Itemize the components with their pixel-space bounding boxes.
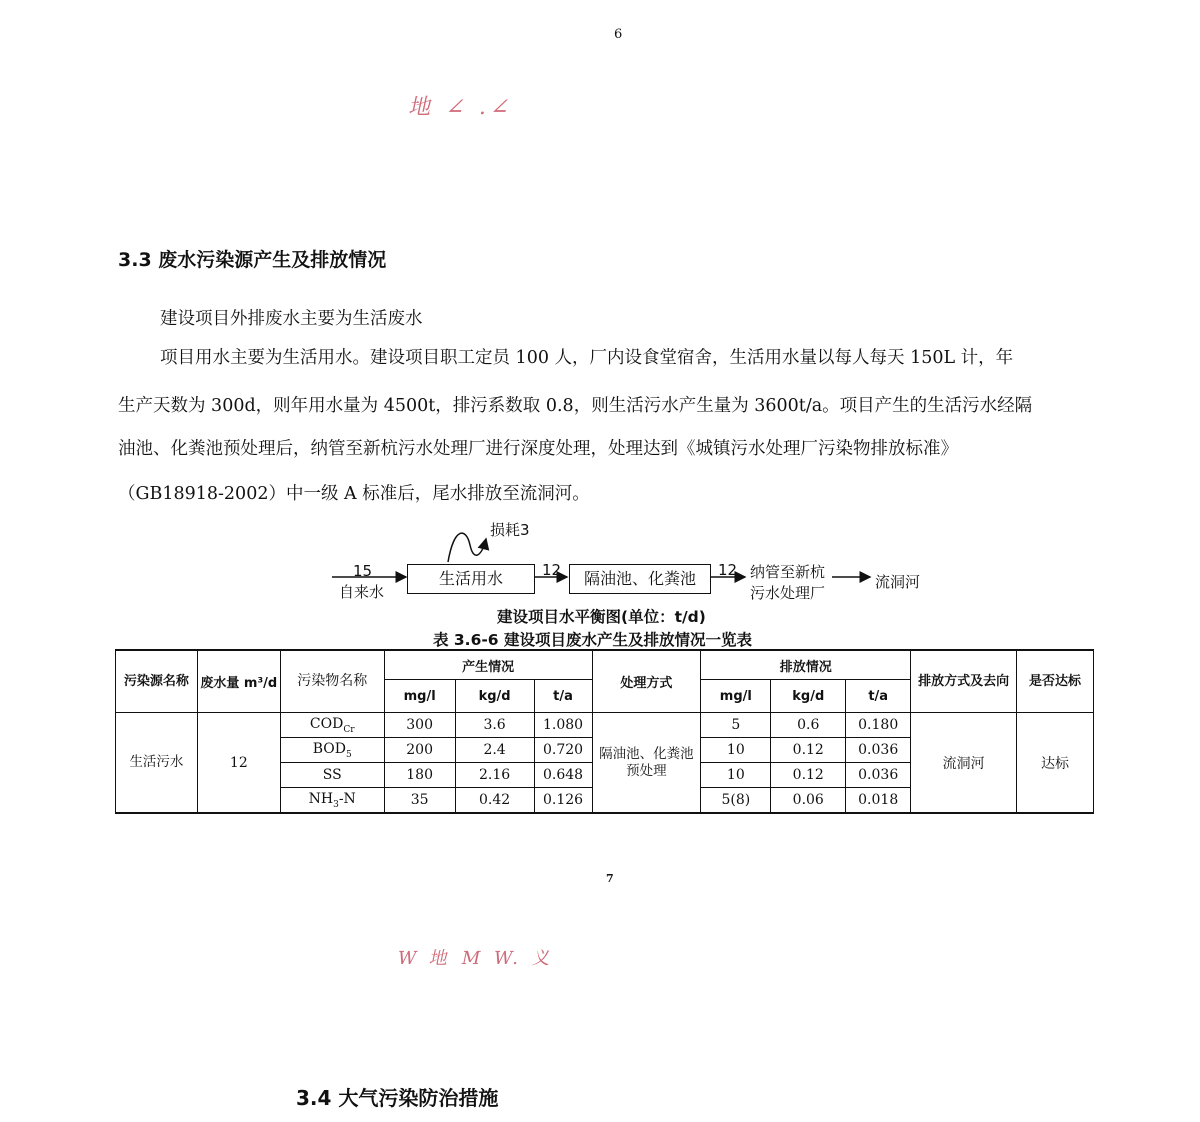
cell-production-ta: 0.720	[534, 738, 592, 763]
cell-production-mgl: 300	[384, 713, 455, 738]
paragraph-line: 油池、化粪池预处理后，纳管至新杭污水处理厂进行深度处理，处理达到《城镇污水处理厂污染物排放标准》	[118, 439, 958, 459]
header-emission: 排放情况	[701, 650, 911, 680]
header-unit-ta: t/a	[534, 680, 592, 713]
cell-emission-mgl: 10	[701, 738, 771, 763]
cell-pollutant: $COD_{Cr}$	[280, 713, 384, 738]
flow-dest-plant-line2: 污水处理厂	[750, 584, 826, 602]
cell-emission-ta: 0.180	[846, 713, 911, 738]
cell-pollutant: SS	[280, 763, 384, 788]
cell-production-mgl: 35	[384, 788, 455, 814]
header-unit-mgl: mg/l	[384, 680, 455, 713]
page-number-top: 6	[614, 27, 623, 42]
flow-mid-value-1: 12	[542, 561, 562, 579]
flow-box-pretreatment: 隔油池、化粪池	[569, 564, 711, 594]
cell-emission-ta: 0.036	[846, 738, 911, 763]
cell-pollutant: $BOD_5$	[280, 738, 384, 763]
flow-loss-label: 损耗3	[490, 521, 530, 539]
flow-dest-river: 流洞河	[875, 573, 921, 591]
paragraph-line: 项目用水主要为生活用水。建设项目职工定员 100 人，厂内设食堂宿舍，生活用水量以每人每天 150L 计，年	[160, 348, 1014, 368]
cell-emission-kgd: 0.6	[771, 713, 846, 738]
header-compliant: 是否达标	[1017, 650, 1094, 713]
header-pollutant: 污染物名称	[280, 650, 384, 713]
flow-box-domestic-water: 生活用水	[407, 564, 535, 594]
stamp-mark-bottom: W 地 M W. 义	[395, 948, 557, 969]
cell-emission-kgd: 0.12	[771, 763, 846, 788]
cell-emission-mgl: 10	[701, 763, 771, 788]
header-discharge: 排放方式及去向	[911, 650, 1017, 713]
flow-input-label: 自来水	[339, 583, 385, 601]
cell-production-ta: 1.080	[534, 713, 592, 738]
cell-production-kgd: 3.6	[455, 713, 534, 738]
cell-emission-mgl: 5(8)	[701, 788, 771, 814]
cell-treatment: 隔油池、化粪池预处理	[592, 713, 701, 814]
table-title: 表 3.6-6 建设项目废水产生及排放情况一览表	[433, 631, 752, 649]
cell-emission-kgd: 0.12	[771, 738, 846, 763]
cell-pollutant: $NH_3-N$	[280, 788, 384, 814]
cell-production-ta: 0.126	[534, 788, 592, 814]
stamp-mark-top: 地 ∠ .∠	[406, 95, 517, 120]
loss-wave-arrow	[448, 533, 486, 562]
cell-compliant: 达标	[1017, 713, 1094, 814]
cell-emission-kgd: 0.06	[771, 788, 846, 814]
wastewater-table	[115, 649, 1094, 814]
flow-dest-plant-line1: 纳管至新杭	[750, 563, 826, 581]
header-unit-mgl: mg/l	[701, 680, 771, 713]
cell-discharge: 流洞河	[911, 713, 1017, 814]
cell-emission-ta: 0.018	[846, 788, 911, 814]
cell-production-kgd: 2.16	[455, 763, 534, 788]
paragraph-line: 生产天数为 300d，则年用水量为 4500t，排污系数取 0.8，则生活污水产生量为 3600t/a。项目产生的生活污水经隔	[118, 396, 1033, 416]
cell-source-name: 生活污水	[116, 713, 198, 814]
paragraph-line: （GB18918-2002）中一级 A 标准后，尾水排放至流洞河。	[118, 484, 590, 504]
section-heading-3-3: 3.3 废水污染源产生及排放情况	[118, 249, 387, 271]
header-flow: 废水量 m³/d	[197, 650, 280, 713]
header-production: 产生情况	[384, 650, 592, 680]
header-source: 污染源名称	[116, 650, 198, 713]
cell-flow-value: 12	[197, 713, 280, 814]
cell-production-kgd: 2.4	[455, 738, 534, 763]
cell-production-kgd: 0.42	[455, 788, 534, 814]
cell-production-ta: 0.648	[534, 763, 592, 788]
header-unit-kgd: kg/d	[771, 680, 846, 713]
header-unit-kgd: kg/d	[455, 680, 534, 713]
diagram-caption: 建设项目水平衡图(单位：t/d)	[497, 608, 706, 626]
flow-input-value: 15	[353, 562, 373, 580]
cell-production-mgl: 200	[384, 738, 455, 763]
paragraph-intro: 建设项目外排废水主要为生活废水	[160, 309, 423, 329]
header-unit-ta: t/a	[846, 680, 911, 713]
cell-production-mgl: 180	[384, 763, 455, 788]
cell-emission-mgl: 5	[701, 713, 771, 738]
page-number-bottom: 7	[606, 872, 614, 885]
flow-mid-value-2: 12	[718, 561, 738, 579]
cell-emission-ta: 0.036	[846, 763, 911, 788]
table-row	[116, 713, 1094, 738]
section-heading-3-4: 3.4 大气污染防治措施	[296, 1086, 499, 1110]
header-treatment: 处理方式	[592, 650, 701, 713]
